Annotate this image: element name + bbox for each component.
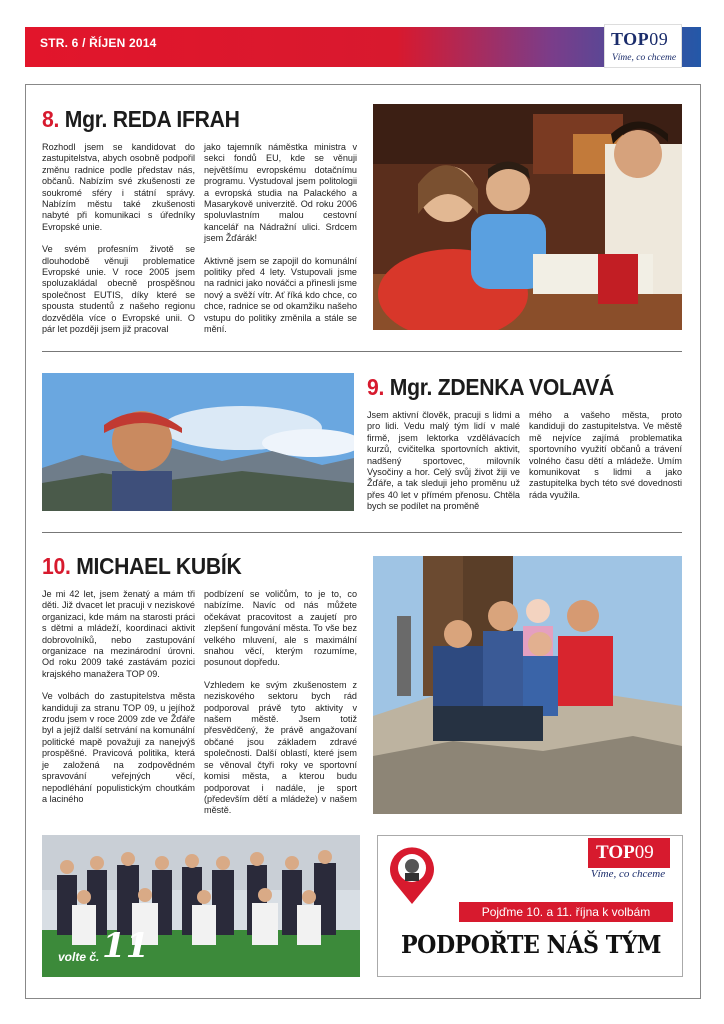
ad-call-to-action: Pojďme 10. a 11. října k volbám: [459, 902, 673, 922]
ad-logo: [588, 838, 670, 868]
candidate-10-title: [42, 553, 242, 580]
candidate-name: MICHAEL KUBÍK: [76, 553, 242, 579]
paragraph: Ve volbách do zastupitelstva města kandiduji za stranu TOP 09, u jejíhož zrodu jsem v roce 2009 zde ve Žďáře byl a jejíž další setrvání na komunální politické mapě považuji za nanejvýš prospěšné. Pravicová politika, která je založená na zodpovědném spravování veřejných věcí, nepodléhání populistickým choutkám a laciného: [42, 691, 195, 804]
paragraph: mého a vašeho města, proto kandiduji do zastupitelstva. Ve městě mě nejvíce zajímá problematika sportovního využití občanů a trávení volného času dětí a mládeže. Umím komunikovat s lidmi a jako zastupitelka bych této své dovednosti ráda využila.: [529, 410, 682, 500]
candidate-number: 8.: [42, 106, 60, 132]
logo-number: 09: [649, 29, 669, 49]
ad-slogan: Víme, co chceme: [590, 868, 666, 880]
page-label: STR. 6 / ŘÍJEN 2014: [40, 36, 157, 50]
candidate-9-column-1: [367, 410, 520, 524]
ad-logo-number: 09: [634, 842, 654, 863]
paragraph: Ve svém profesním životě se dlouhodobě věnuji problematice Evropské unie. V roce 2005 jsem spoluzakládal obecně prospěšnou společnost EUTIS, díky které se spousta studentů z našeho regionu dozvěděla více o Evropské unii. O pár let později jsem již pracoval: [42, 244, 195, 335]
candidate-9-title: [367, 374, 614, 401]
candidate-9-photo: [42, 373, 354, 511]
candidate-number: 10.: [42, 553, 71, 579]
candidate-8-title: [42, 106, 240, 133]
paragraph: jako tajemník náměstka ministra v sekci fondů EU, kde se věnuji největšímu evropskému dotačnímu programu. Vystudoval jsem politologii a evropská studia na Palackého a Masarykově univerzitě. Od roku 2006 spoluvlastním malou cestovní kancelář na Nádražní ulici. Srdcem jsem Žďárák!: [204, 142, 357, 244]
ad-logo-text: TOP: [596, 842, 635, 863]
candidate-9-column-2: [529, 410, 682, 512]
vote-number: 11: [102, 926, 150, 966]
candidate-10-column-1: [42, 589, 195, 816]
logo-text: TOP: [611, 29, 650, 49]
candidate-8-column-2: [204, 142, 357, 347]
candidate-8-photo: [373, 104, 682, 330]
section-divider: [42, 532, 682, 533]
ad-headline: PODPOŘTE NÁŠ TÝM: [401, 930, 661, 959]
paragraph: Vzhledem ke svým zkušenostem z neziskového sektoru bych rád podporoval právě tyto aktivity v našem městě. Jsem totiž přesvědčený, že právě angažovaní občané jsou základem zdravé společnosti. Další oblastí, které jsem se věnoval čtyři roky ve sportovní komisi města, a kterou budu podporovat i nadále, je sport (především dětí a mládeže) v našem městě.: [204, 679, 357, 816]
candidate-10-photo: [373, 556, 682, 814]
logo-slogan: Víme, co chceme: [611, 53, 677, 63]
candidate-name: Mgr. REDA IFRAH: [64, 106, 240, 132]
paragraph: Aktivně jsem se zapojil do komunální politiky před 4 lety. Vstupovali jsme na radnici jako nováčci a přinesli jsme nový a svěží vítr. Ať říká kdo chce, co chce, radnice se od okamžiku našeho vstupu do politiky změnila a stále se mění.: [204, 255, 357, 335]
candidate-10-column-2: [204, 589, 357, 828]
party-badge-icon: [386, 846, 438, 906]
candidate-number: 9.: [367, 374, 385, 400]
section-divider: [42, 351, 682, 352]
paragraph: Je mi 42 let, jsem ženatý a mám tři děti. Již dvacet let pracuji v neziskové organizaci, kde mám na starosti práci s dětmi a mládeží, koordinaci aktivit dobrovolníků, nebo zastupování organizace na mezinárodní úrovni. Od roku 2009 také zastávám pozici krajského manažera TOP 09.: [42, 589, 195, 679]
paragraph: Jsem aktivní člověk, pracuji s lidmi a pro lidi. Vedu malý tým lidí v malé firmě, jsem lektorka vzdělávacích kurzů, cvičitelka sportovních aktivit, nadšený sportovec, milovník Vysočiny a hor. Celý svůj život žiji ve Žďáře, a tak sleduji jeho proměnu už přes 40 let v přímém přenosu. Chtěla bych se podílet na proměně: [367, 410, 520, 512]
paragraph: Rozhodl jsem se kandidovat do zastupitelstva, abych osobně podpořil změnu radnice podle představ nás, občanů. Nabízím své zkušenosti ze soukromé sféry i státní správy. Nabízím městu také zkušenosti nabyté při komunikaci s úředníky Evropské unie.: [42, 142, 195, 232]
candidate-8-column-1: [42, 142, 195, 347]
paragraph: podbízení se voličům, to je to, co nabízíme. Navíc od nás můžete očekávat pracovitost a zaujetí pro zlepšení fungování města. To vše bez velkého mluvení, ale s maximální snahou věcí, kterým rozumíme, posunout dopředu.: [204, 589, 357, 668]
top09-logo: [604, 24, 682, 68]
vote-label: volte č.: [58, 950, 100, 964]
candidate-name: Mgr. ZDENKA VOLAVÁ: [389, 374, 614, 400]
